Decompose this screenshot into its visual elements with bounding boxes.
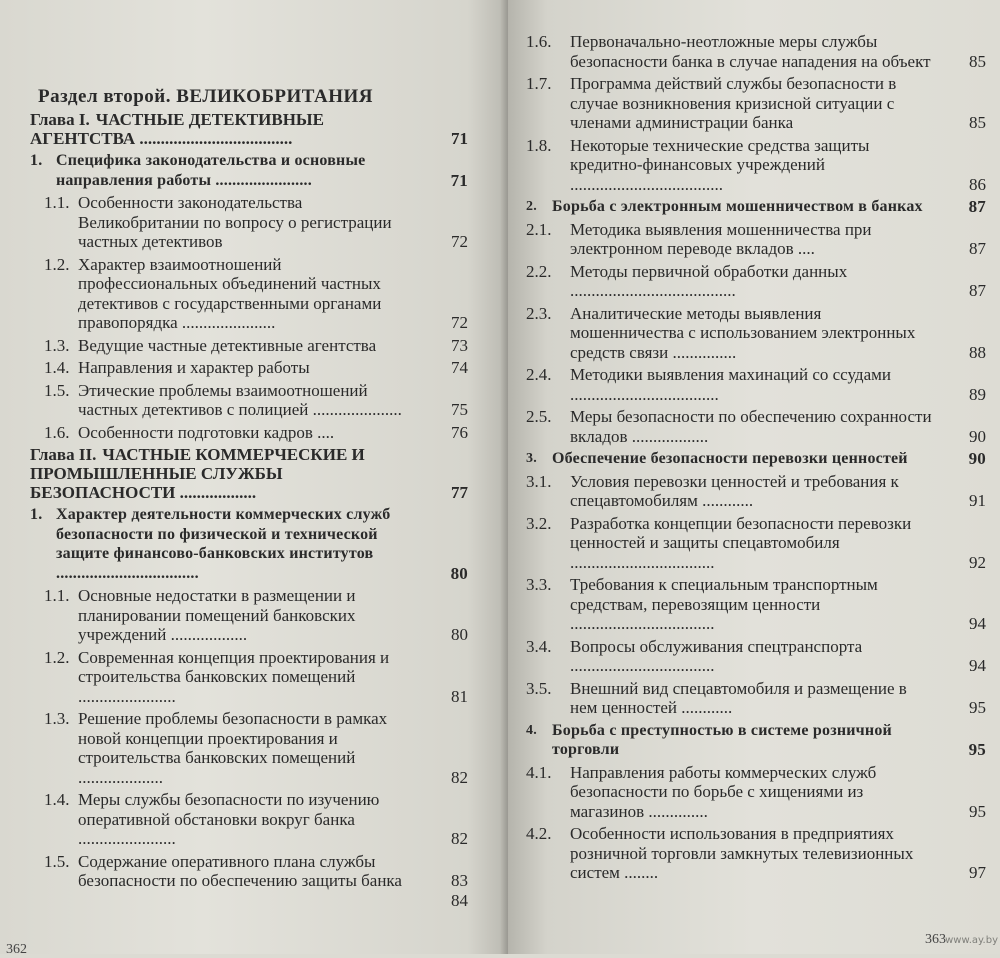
toc-entry-title: Требования к специальным транспортным средствам, перевозящим ценности .................................. <box>570 575 878 633</box>
toc-entry <box>30 110 468 148</box>
toc-entry-title: Программа действий службы безопасности в случае возникновения кризисной ситуации с членами администрации банка <box>570 74 897 132</box>
toc-entry <box>526 449 986 469</box>
toc-entry-page: 85 <box>969 113 986 132</box>
toc-entry-title: Меры службы безопасности по изучению оперативной обстановки вокруг банка ....................... <box>78 790 380 848</box>
toc-entry-title: Разработка концепции безопасности перевозки ценностей и защиты спецавтомобиля .................................. <box>570 513 912 572</box>
toc-entry-page: 76 <box>451 422 468 442</box>
page-number-right: 363 <box>925 932 946 947</box>
toc-entry <box>526 220 986 259</box>
toc-entry <box>526 721 986 760</box>
toc-entry-page: 95 <box>968 740 986 759</box>
toc-entry <box>30 193 468 252</box>
toc-entry-page: 83 <box>451 871 468 890</box>
page-number-left: 362 <box>6 942 27 957</box>
toc-entry-title: Условия перевозки ценностей и требования к спецавтомобилям ............ <box>570 471 899 510</box>
toc-entry-page: 97 <box>969 863 986 882</box>
toc-entry-page: 94 <box>969 614 986 633</box>
toc-entry-number: 4. <box>526 722 537 738</box>
toc-entry-page: 74 <box>451 358 468 377</box>
toc-entry-number: Глава I. <box>30 110 90 129</box>
toc-entry <box>30 358 468 378</box>
toc-entry-number: 1.8. <box>526 135 552 155</box>
toc-entry-title: Особенности использования в предприятиях розничной торговли замкнутых телевизионных систем ........ <box>570 824 914 882</box>
toc-entry-title: Характер деятельности коммерческих служб безопасности по физической и технической защите финансово-банковских институтов .................................. <box>56 506 391 582</box>
toc-entry-page: 84 <box>451 891 468 910</box>
toc-entry-title: ЧАСТНЫЕ ДЕТЕКТИВНЫЕ АГЕНТСТВА .................................... <box>30 110 324 148</box>
toc-entry-number: 3.5. <box>526 678 552 698</box>
toc-entry-number: 1.6. <box>526 32 552 51</box>
toc-entry-title: Борьба с электронным мошенничеством в банках <box>552 198 923 215</box>
toc-entry-title: Первоначально-неотложные меры службы безопасности банка в случае нападения на объект <box>570 32 931 71</box>
toc-entry <box>526 472 986 511</box>
toc-entry-number: 1. <box>30 506 43 523</box>
toc-entry-number: 2.1. <box>526 219 552 239</box>
toc-entry <box>30 790 468 849</box>
toc-entry-title: Специфика законодательства и основные направления работы ....................... <box>56 152 366 189</box>
toc-entry-number: 4.1. <box>526 762 552 782</box>
right-toc-list <box>526 32 986 883</box>
toc-entry-number: Глава II. <box>30 445 97 464</box>
toc-entry-number: 1.2. <box>44 254 70 274</box>
toc-entry-title: Этические проблемы взаимоотношений частных детективов с полицией ..................... <box>78 380 402 419</box>
toc-entry <box>30 505 468 583</box>
toc-entry-page: 89 <box>969 384 986 404</box>
toc-entry <box>526 763 986 822</box>
toc-entry-page: 90 <box>968 449 986 468</box>
toc-extra-page <box>30 892 468 911</box>
toc-entry-page: 87 <box>969 239 986 258</box>
toc-entry-number: 3.4. <box>526 636 552 656</box>
toc-entry <box>526 637 986 676</box>
toc-entry-page: 81 <box>451 686 468 706</box>
toc-entry-page: 88 <box>969 342 986 362</box>
toc-entry-number: 1.3. <box>44 335 70 355</box>
toc-entry-page: 87 <box>969 281 986 300</box>
toc-entry-number: 1.3. <box>44 709 70 728</box>
toc-entry-page: 94 <box>969 656 986 675</box>
toc-entry-page: 87 <box>968 197 986 216</box>
toc-entry-number: 1. <box>30 152 43 169</box>
toc-entry <box>30 423 468 443</box>
toc-entry <box>526 407 986 446</box>
toc-entry-page: 72 <box>451 313 468 332</box>
toc-entry-page: 71 <box>450 170 468 190</box>
toc-entry <box>526 136 986 195</box>
toc-entry-title: Методика выявления мошенничества при электронном переводе вкладов .... <box>570 219 872 258</box>
toc-entry-number: 1.2. <box>44 647 70 667</box>
toc-entry-page: 95 <box>969 801 986 821</box>
toc-entry-title: Содержание оперативного плана службы безопасности по обеспечению защиты банка <box>78 851 402 890</box>
toc-entry-number: 3.3. <box>526 575 552 594</box>
toc-entry-number: 2.5. <box>526 407 552 426</box>
toc-entry-number: 1.4. <box>44 790 70 809</box>
toc-entry-number: 3.2. <box>526 513 552 533</box>
toc-entry-page: 86 <box>969 174 986 194</box>
toc-entry-number: 2.3. <box>526 303 552 323</box>
toc-entry-number: 1.6. <box>44 422 70 442</box>
toc-entry-title: Методики выявления махинаций со ссудами ................................... <box>570 365 891 404</box>
toc-entry-number: 1.1. <box>44 193 70 212</box>
right-page <box>508 0 1000 954</box>
toc-entry-title: Обеспечение безопасности перевозки ценностей <box>552 450 908 467</box>
toc-entry-number: 4.2. <box>526 824 552 843</box>
toc-entry-number: 3.1. <box>526 471 552 491</box>
toc-entry-title: Аналитические методы выявления мошенничества с использованием электронных средств связи ............... <box>570 303 916 362</box>
toc-entry <box>526 365 986 404</box>
toc-entry-number: 2.4. <box>526 365 552 384</box>
toc-entry-number: 1.4. <box>44 358 70 377</box>
toc-entry-page: 82 <box>451 829 468 848</box>
toc-entry-title: Особенности подготовки кадров .... <box>78 422 335 442</box>
toc-entry-page: 72 <box>451 232 468 251</box>
toc-entry <box>30 445 468 502</box>
toc-entry-page: 85 <box>969 51 986 71</box>
toc-entry-number: 1.5. <box>44 851 70 871</box>
toc-entry-page: 71 <box>451 129 468 148</box>
toc-entry <box>526 575 986 634</box>
toc-entry <box>30 255 468 333</box>
toc-entry <box>526 679 986 718</box>
toc-entry <box>30 586 468 645</box>
toc-entry-title: Методы первичной обработки данных ....................................... <box>570 261 848 300</box>
toc-entry-title: Основные недостатки в размещении и планировании помещений банковских учреждений .................. <box>78 586 356 644</box>
toc-entry-title: Некоторые технические средства защиты кредитно-финансовых учреждений .................................... <box>570 135 870 194</box>
toc-entry-page: 80 <box>451 625 468 644</box>
toc-entry-number: 2. <box>526 199 537 214</box>
toc-entry-title: Меры безопасности по обеспечению сохранности вкладов .................. <box>570 407 932 446</box>
toc-entry <box>30 151 468 190</box>
toc-entry-title: Направления работы коммерческих служб безопасности по борьбе с хищениями из магазинов .............. <box>570 762 877 821</box>
toc-entry-title: Решение проблемы безопасности в рамках новой концепции проектирования и строительства банковских помещений .................... <box>78 709 388 787</box>
part-title: Раздел второй. ВЕЛИКОБРИТАНИЯ <box>38 86 374 107</box>
toc-entry-title: Внешний вид спецавтомобиля и размещение в нем ценностей ............ <box>570 678 907 717</box>
toc-entry-title: Современная концепция проектирования и строительства банковских помещений ....................... <box>78 647 390 706</box>
toc-entry-title: Вопросы обслуживания спецтранспорта .................................. <box>570 636 863 675</box>
toc-entry <box>526 197 986 217</box>
left-toc-list <box>30 110 468 911</box>
toc-entry-page: 95 <box>969 698 986 717</box>
toc-entry <box>526 304 986 363</box>
toc-entry-title: Борьба с преступностью в системе розничной торговли <box>552 721 892 758</box>
toc-entry-number: 1.5. <box>44 380 70 400</box>
toc-entry-number: 1.7. <box>526 74 552 93</box>
toc-entry-title: Ведущие частные детективные агентства <box>78 335 377 355</box>
toc-entry-title: Характер взаимоотношений профессиональных объединений частных детективов с государственными органами правопорядка ...................... <box>78 254 382 332</box>
toc-entry-page: 82 <box>451 767 468 787</box>
toc-entry-title: ЧАСТНЫЕ КОММЕРЧЕСКИЕ И ПРОМЫШЛЕННЫЕ СЛУЖБЫ БЕЗОПАСНОСТИ .................. <box>30 445 365 502</box>
toc-entry <box>526 514 986 573</box>
toc-entry-number: 3. <box>526 451 537 466</box>
toc-entry-page: 80 <box>450 563 468 583</box>
toc-entry-number: 2.2. <box>526 261 552 281</box>
toc-entry <box>30 336 468 356</box>
toc-entry <box>30 648 468 707</box>
toc-entry-page: 92 <box>969 552 986 572</box>
toc-entry-number: 1.1. <box>44 586 70 605</box>
toc-entry-page: 91 <box>969 491 986 510</box>
toc-entry-title: Особенности законодательства Великобритании по вопросу о регистрации частных детективов <box>78 193 392 251</box>
watermark: www.ay.by <box>945 935 998 946</box>
toc-entry-title: Направления и характер работы <box>78 358 310 377</box>
toc-entry-page: 77 <box>451 483 468 502</box>
toc-entry <box>30 852 468 891</box>
toc-entry <box>526 74 986 133</box>
toc-entry <box>30 709 468 787</box>
toc-entry <box>30 381 468 420</box>
toc-entry <box>526 32 986 71</box>
toc-entry-page: 73 <box>451 335 468 355</box>
toc-entry-page: 90 <box>969 426 986 446</box>
toc-entry <box>526 262 986 301</box>
toc-entry <box>526 824 986 883</box>
toc-entry-page: 75 <box>451 400 468 419</box>
